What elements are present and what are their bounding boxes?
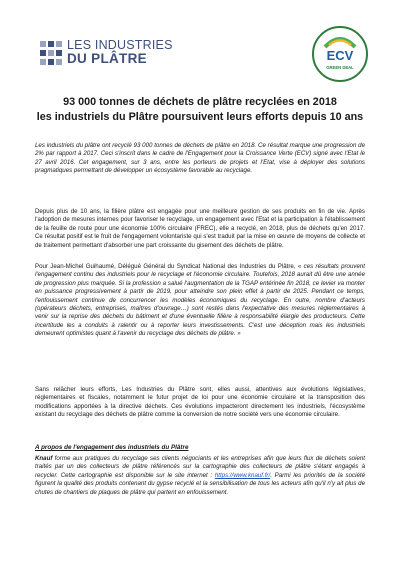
title-line-2: les industriels du Plâtre poursuivent leurs efforts depuis 10 ans <box>36 110 364 123</box>
body-paragraph-1: Depuis plus de 10 ans, la filière plâtre est engagée pour une meilleure gestion de ses produits en fin de vie. Après l'adoption de mesures internes pour favoriser le recyclage, un engagement avec l'Etat et la participation à l'établissement de la feuille de route pour une économie 100% circulaire (FREC), elle a recyclé, en 2018, plus de déchets qu'en 2017. Ce résultat positif est le fruit de l'engagement volontariste qui s'est traduit par la mise en œuvre de moyens de collecte et de traitement permettant d'absorber une part croissante du gisement des déchets de plâtre. <box>35 208 365 249</box>
company-name: Knauf <box>35 455 53 462</box>
quote-text: ces résultats prouvent l'engagement continu des industriels pour le recyclage et l'économie circulaire. Toutefois, 2018 aurait dû être une année de progression plus marquée. Si la profession a salué l'augmentation de la TGAP entérinée fin 2018, ce levier va monter en puissance progressivement à partir de 2019, pour atteindre son plein effet à partir de 2025. Pendant ce temps, l'enfouissement continue de concurrencer les modèles économiques du recyclage. En outre, nombre d'acteurs (opérateurs déchets, entreprises, maîtres d'ouvrage…) sont restés dans l'expectative des mesures réglementaires à venir sur la reprise des déchets du bâtiment et d'une éventuelle filière à responsabilité élargie des producteurs. Cette incertitude les a conduits à ralentir ou à reporter leurs investissements. C'est une déception mais les industriels demeurent optimistes quant à l'avenir du recyclage des déchets de plâtre. » <box>35 263 365 338</box>
industries-du-platre-logo <box>40 38 173 67</box>
ecv-green-deal-badge <box>311 25 369 83</box>
badge-text: ECV <box>326 48 354 63</box>
about-text-1: forme aux pratiques du recyclage ses clients négociants et les entreprises afin que leurs flux de déchets soient traités par un des collecteurs de plâtre référencés sur la cartographie des collecteurs de plâtre s'étant engagés à recycler. Cette cartographie est disponible sur le site internet : <box>35 455 365 479</box>
about-heading: A propos de l'engagement des industriels du Plâtre <box>35 444 189 451</box>
intro-paragraph: Les industriels du plâtre ont recyclé 93 000 tonnes de déchets de plâtre en 2018. Ce résultat marque une progression de 2% par rapport à 2017. Ceci s'inscrit dans le cadre de l'Engagement pour la Croissance Verte (ECV) signé avec l'Etat le 27 avril 2016. Cet engagement, sur 3 ans, entre les porteurs de projets et l'Etat, vise à déployer des solutions pragmatiques permettant de développer un écosystème favorable au recyclage. <box>35 142 365 175</box>
logo-text-top: LES INDUSTRIES <box>67 38 173 52</box>
about-text-2: . Parmi les priorités de la société figurent la qualité des produits contenant du gypse recyclé et la sensibilisation de tous les acteurs afin qu'il n'y ait plus de chutes de chantiers de plaques de plâtre qui partent en enfouissement. <box>35 471 366 496</box>
quote-lead: Pour Jean-Michel Guihaumé, Délégué Général du Syndicat National des Industries du Plâtre, « <box>35 263 304 270</box>
title-line-1: 93 000 tonnes de déchets de plâtre recyclées en 2018 <box>63 96 337 108</box>
badge-subtext: GREEN DEAL <box>326 65 354 70</box>
about-paragraph <box>35 455 365 497</box>
logo-mark-icon <box>40 41 62 65</box>
quote-paragraph <box>35 263 365 339</box>
body-paragraph-3: Sans relâcher leurs efforts, Les Industries du Plâtre sont, elles aussi, attentives aux évolutions législatives, réglementaires et fiscales, notamment le futur projet de loi pour une économie circulaire et la transposition des modifications apportées à la directive déchets. Ces évolutions impacteront directement les industriels, l'écosystème existant du recyclage des déchets de plâtre comme la conversion de notre société vers une économie circulaire. <box>35 386 365 419</box>
logo-text-bottom: DU PLÂTRE <box>67 51 147 66</box>
press-release-title <box>20 95 380 124</box>
knauf-website-link[interactable]: https://www.knauf.fr/ <box>214 471 271 479</box>
